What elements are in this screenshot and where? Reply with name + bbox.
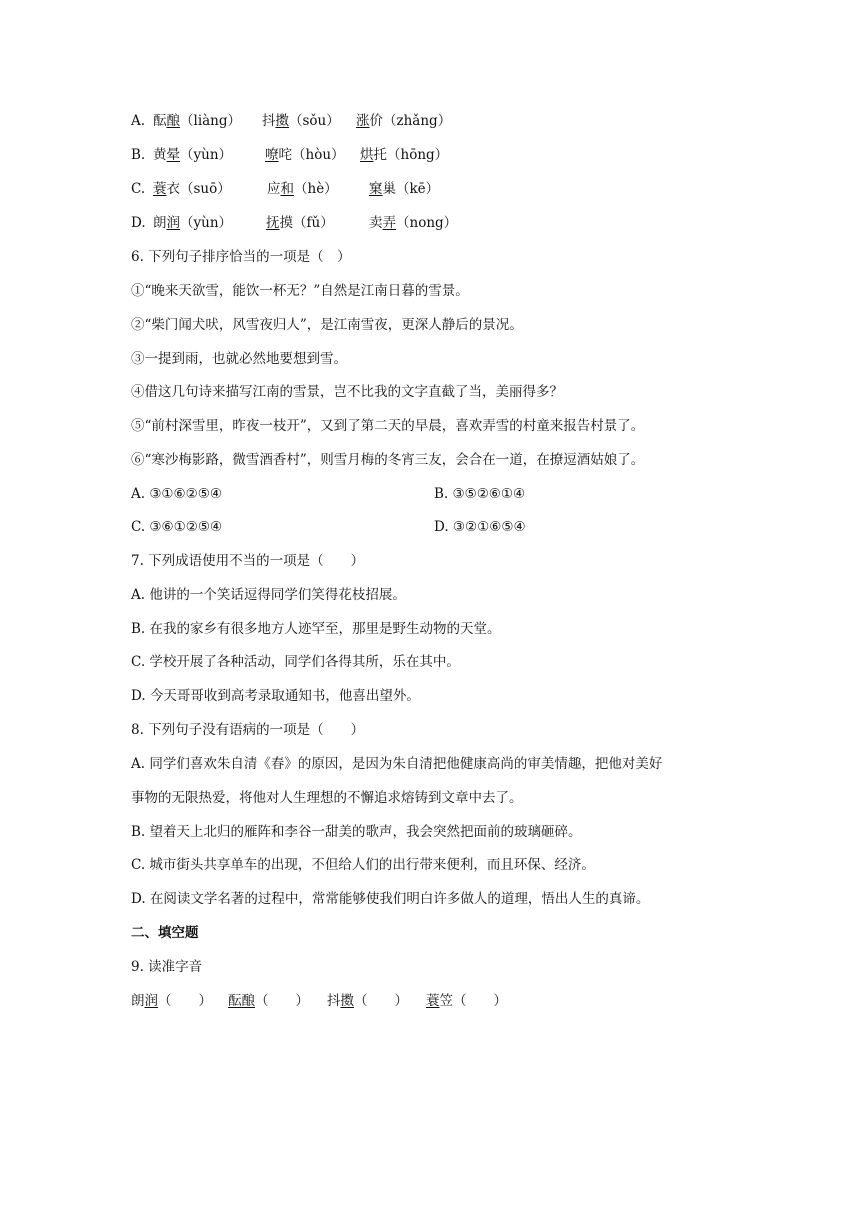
word-item: 应和（hè） (267, 181, 338, 197)
question-6-stem: 6. 下列句子排序恰当的一项是（ ） (131, 249, 351, 265)
q9-item-1: 朗润（ ） (131, 993, 212, 1009)
q6-options-row-2 (131, 517, 691, 537)
option-label: D. (131, 215, 146, 231)
word-item: 黄晕（yùn） (153, 147, 233, 163)
q7-option-c: C. 学校开展了各种活动，同学们各得其所，乐在其中。 (131, 654, 460, 670)
q9-item-3: 抖擞（ ） (327, 993, 408, 1009)
q7-option-d: D. 今天哥哥收到高考录取通知书，他喜出望外。 (131, 688, 420, 704)
question-7-stem: 7. 下列成语使用不当的一项是（ ） (131, 553, 365, 569)
q6-sentence-5: ⑤“前村深雪里，昨夜一枝开”，又到了第二天的早晨，喜欢弄雪的村童来报告村景了。 (131, 418, 645, 434)
q8-option-b: B. 望着天上北归的雁阵和李谷一甜美的歌声，我会突然把面前的玻璃砸碎。 (131, 824, 582, 840)
q6-options-row-1 (131, 484, 691, 504)
question-9-stem: 9. 读准字音 (131, 959, 203, 975)
word-item: 蓑衣（suō） (153, 181, 231, 197)
q9-item-4: 蓑笠（ ） (426, 993, 507, 1009)
word-item: 朗润（yùn） (153, 215, 233, 231)
q8-option-c: C. 城市街头共享单车的出现，不但给人们的出行带来便利，而且环保、经济。 (131, 857, 595, 873)
q6-option-a: A. ③①⑥②⑤④ (131, 486, 222, 502)
option-label: C. (131, 181, 146, 197)
word-item: 嘹咤（hòu） (265, 147, 345, 163)
q6-option-b: B. ③⑤②⑥①④ (434, 486, 526, 502)
q8-option-d: D. 在阅读文学名著的过程中，常常能够使我们明白许多做人的道理，悟出人生的真谛。 (131, 891, 650, 907)
q9-items (131, 991, 551, 1011)
question-8-stem: 8. 下列句子没有语病的一项是（ ） (131, 722, 365, 738)
word-item: 抚摸（fǔ） (266, 215, 334, 231)
q6-sentence-1: ①“晚来天欲雪，能饮一杯无？”自然是江南日暮的雪景。 (131, 283, 469, 299)
option-label: A. (131, 113, 146, 129)
q8-option-a: A. 同学们喜欢朱自清《春》的原因，是因为朱自清把他健康高尚的审美情趣，把他对美好 (131, 756, 663, 772)
q6-option-c: C. ③⑥①②⑤④ (131, 519, 223, 535)
option-label: B. (131, 147, 146, 163)
q8-option-a-cont: 事物的无限热爱，将他对人生理想的不懈追求熔铸到文章中去了。 (131, 790, 523, 806)
q7-option-a: A. 他讲的一个笑话逗得同学们笑得花枝招展。 (131, 587, 406, 603)
q6-sentence-2: ②“柴门闻犬吠，风雪夜归人”，是江南雪夜，更深人静后的景况。 (131, 317, 523, 333)
word-item: 窠巢（kē） (369, 181, 440, 197)
word-item: 卖弄（nong） (369, 215, 458, 231)
section-2-title: 二、填空题 (131, 925, 199, 941)
q6-option-d: D. ③②①⑥⑤④ (434, 519, 526, 535)
q6-sentence-4: ④借这几句诗来描写江南的雪景，岂不比我的文字直截了当，美丽得多？ (131, 384, 563, 400)
q6-sentence-3: ③一提到雨，也就必然地要想到雪。 (131, 351, 347, 367)
word-item: 烘托（hōng） (360, 147, 449, 163)
word-item: 酝酿（liàng） (153, 113, 242, 129)
word-item: 抖擞（sǒu） (262, 113, 340, 129)
q9-item-2: 酝酿（ ） (228, 993, 309, 1009)
q7-option-b: B. 在我的家乡有很多地方人迹罕至，那里是野生动物的天堂。 (131, 621, 501, 637)
q6-sentence-6: ⑥“寒沙梅影路，微雪酒香村”，则雪月梅的冬宵三友，会合在一道，在撩逗酒姑娘了。 (131, 452, 645, 468)
word-item: 涨价（zhǎng） (356, 113, 452, 129)
